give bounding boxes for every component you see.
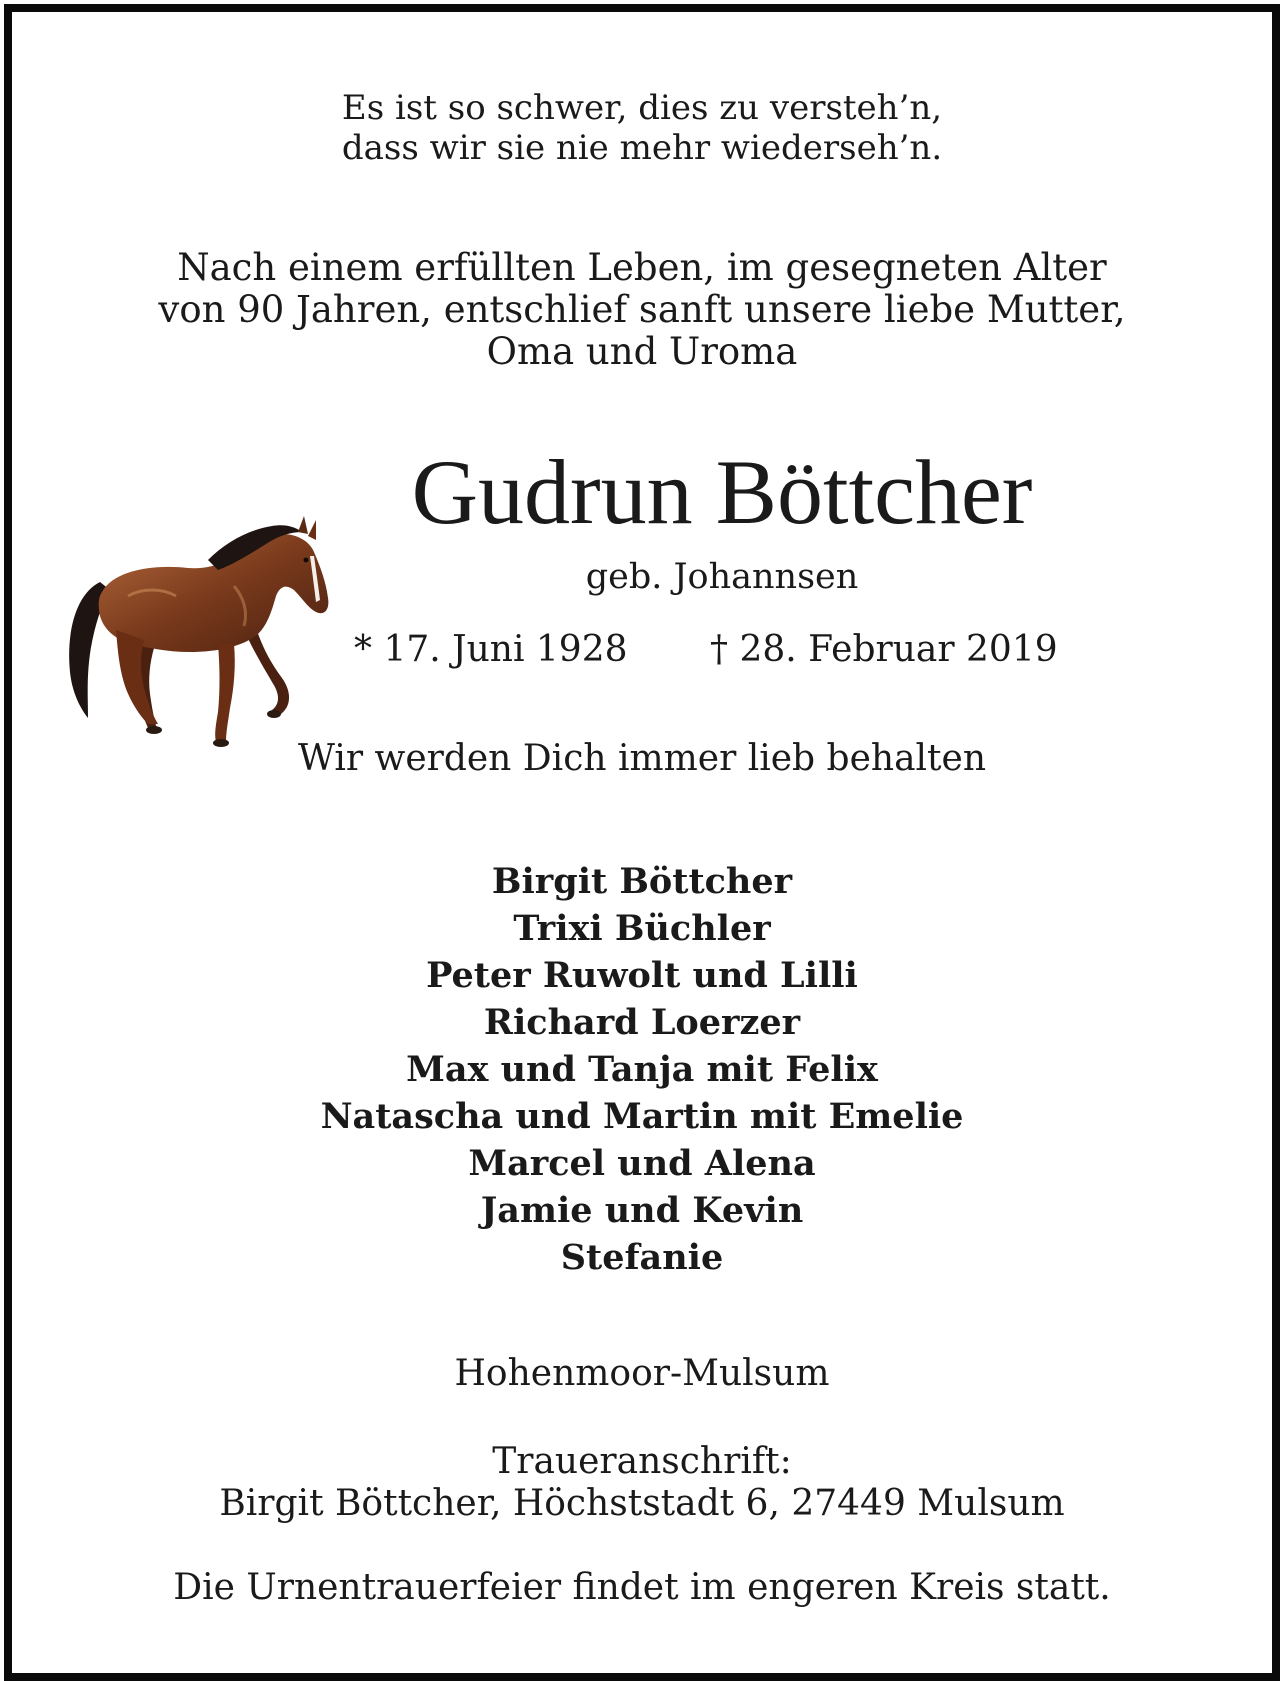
mourner-name: Richard Loerzer [483, 1002, 801, 1043]
address-label: Traueranschrift: [492, 1441, 792, 1482]
mourner-name: Peter Ruwolt und Lilli [426, 955, 858, 996]
mourner-name: Jamie und Kevin [480, 1190, 804, 1231]
mourner-name: Trixi Büchler [513, 908, 771, 949]
ceremony-note: Die Urnentrauerfeier findet im engeren Kreis statt. [173, 1567, 1111, 1608]
intro-line-3: Oma und Uroma [486, 330, 798, 373]
horse-icon [58, 512, 330, 752]
closing-line: Wir werden Dich immer lieb behalten [297, 738, 987, 779]
death-date: † 28. Februar 2019 [710, 629, 1058, 670]
maiden-name: geb. Johannsen [585, 557, 859, 597]
mourner-name: Birgit Böttcher [491, 861, 793, 902]
verse-line-1: Es ist so schwer, dies zu versteh’n, [341, 88, 943, 128]
mourner-name: Max und Tanja mit Felix [406, 1049, 878, 1090]
place-name: Hohenmoor-Mulsum [454, 1353, 830, 1394]
birth-date: * 17. Juni 1928 [354, 629, 628, 670]
mourner-name: Marcel und Alena [468, 1143, 816, 1184]
mourner-name: Stefanie [560, 1237, 724, 1278]
address-value: Birgit Böttcher, Höchststadt 6, 27449 Mulsum [219, 1483, 1065, 1524]
obituary-notice [4, 4, 1280, 1681]
intro-line-1: Nach einem erfüllten Leben, im gesegneten Alter [177, 246, 1107, 289]
intro-line-2: von 90 Jahren, entschlief sanft unsere liebe Mutter, [158, 288, 1126, 331]
mourner-name: Natascha und Martin mit Emelie [320, 1096, 964, 1137]
deceased-name: Gudrun Böttcher [411, 441, 1033, 543]
verse-line-2: dass wir sie nie mehr wiederseh’n. [341, 128, 943, 168]
